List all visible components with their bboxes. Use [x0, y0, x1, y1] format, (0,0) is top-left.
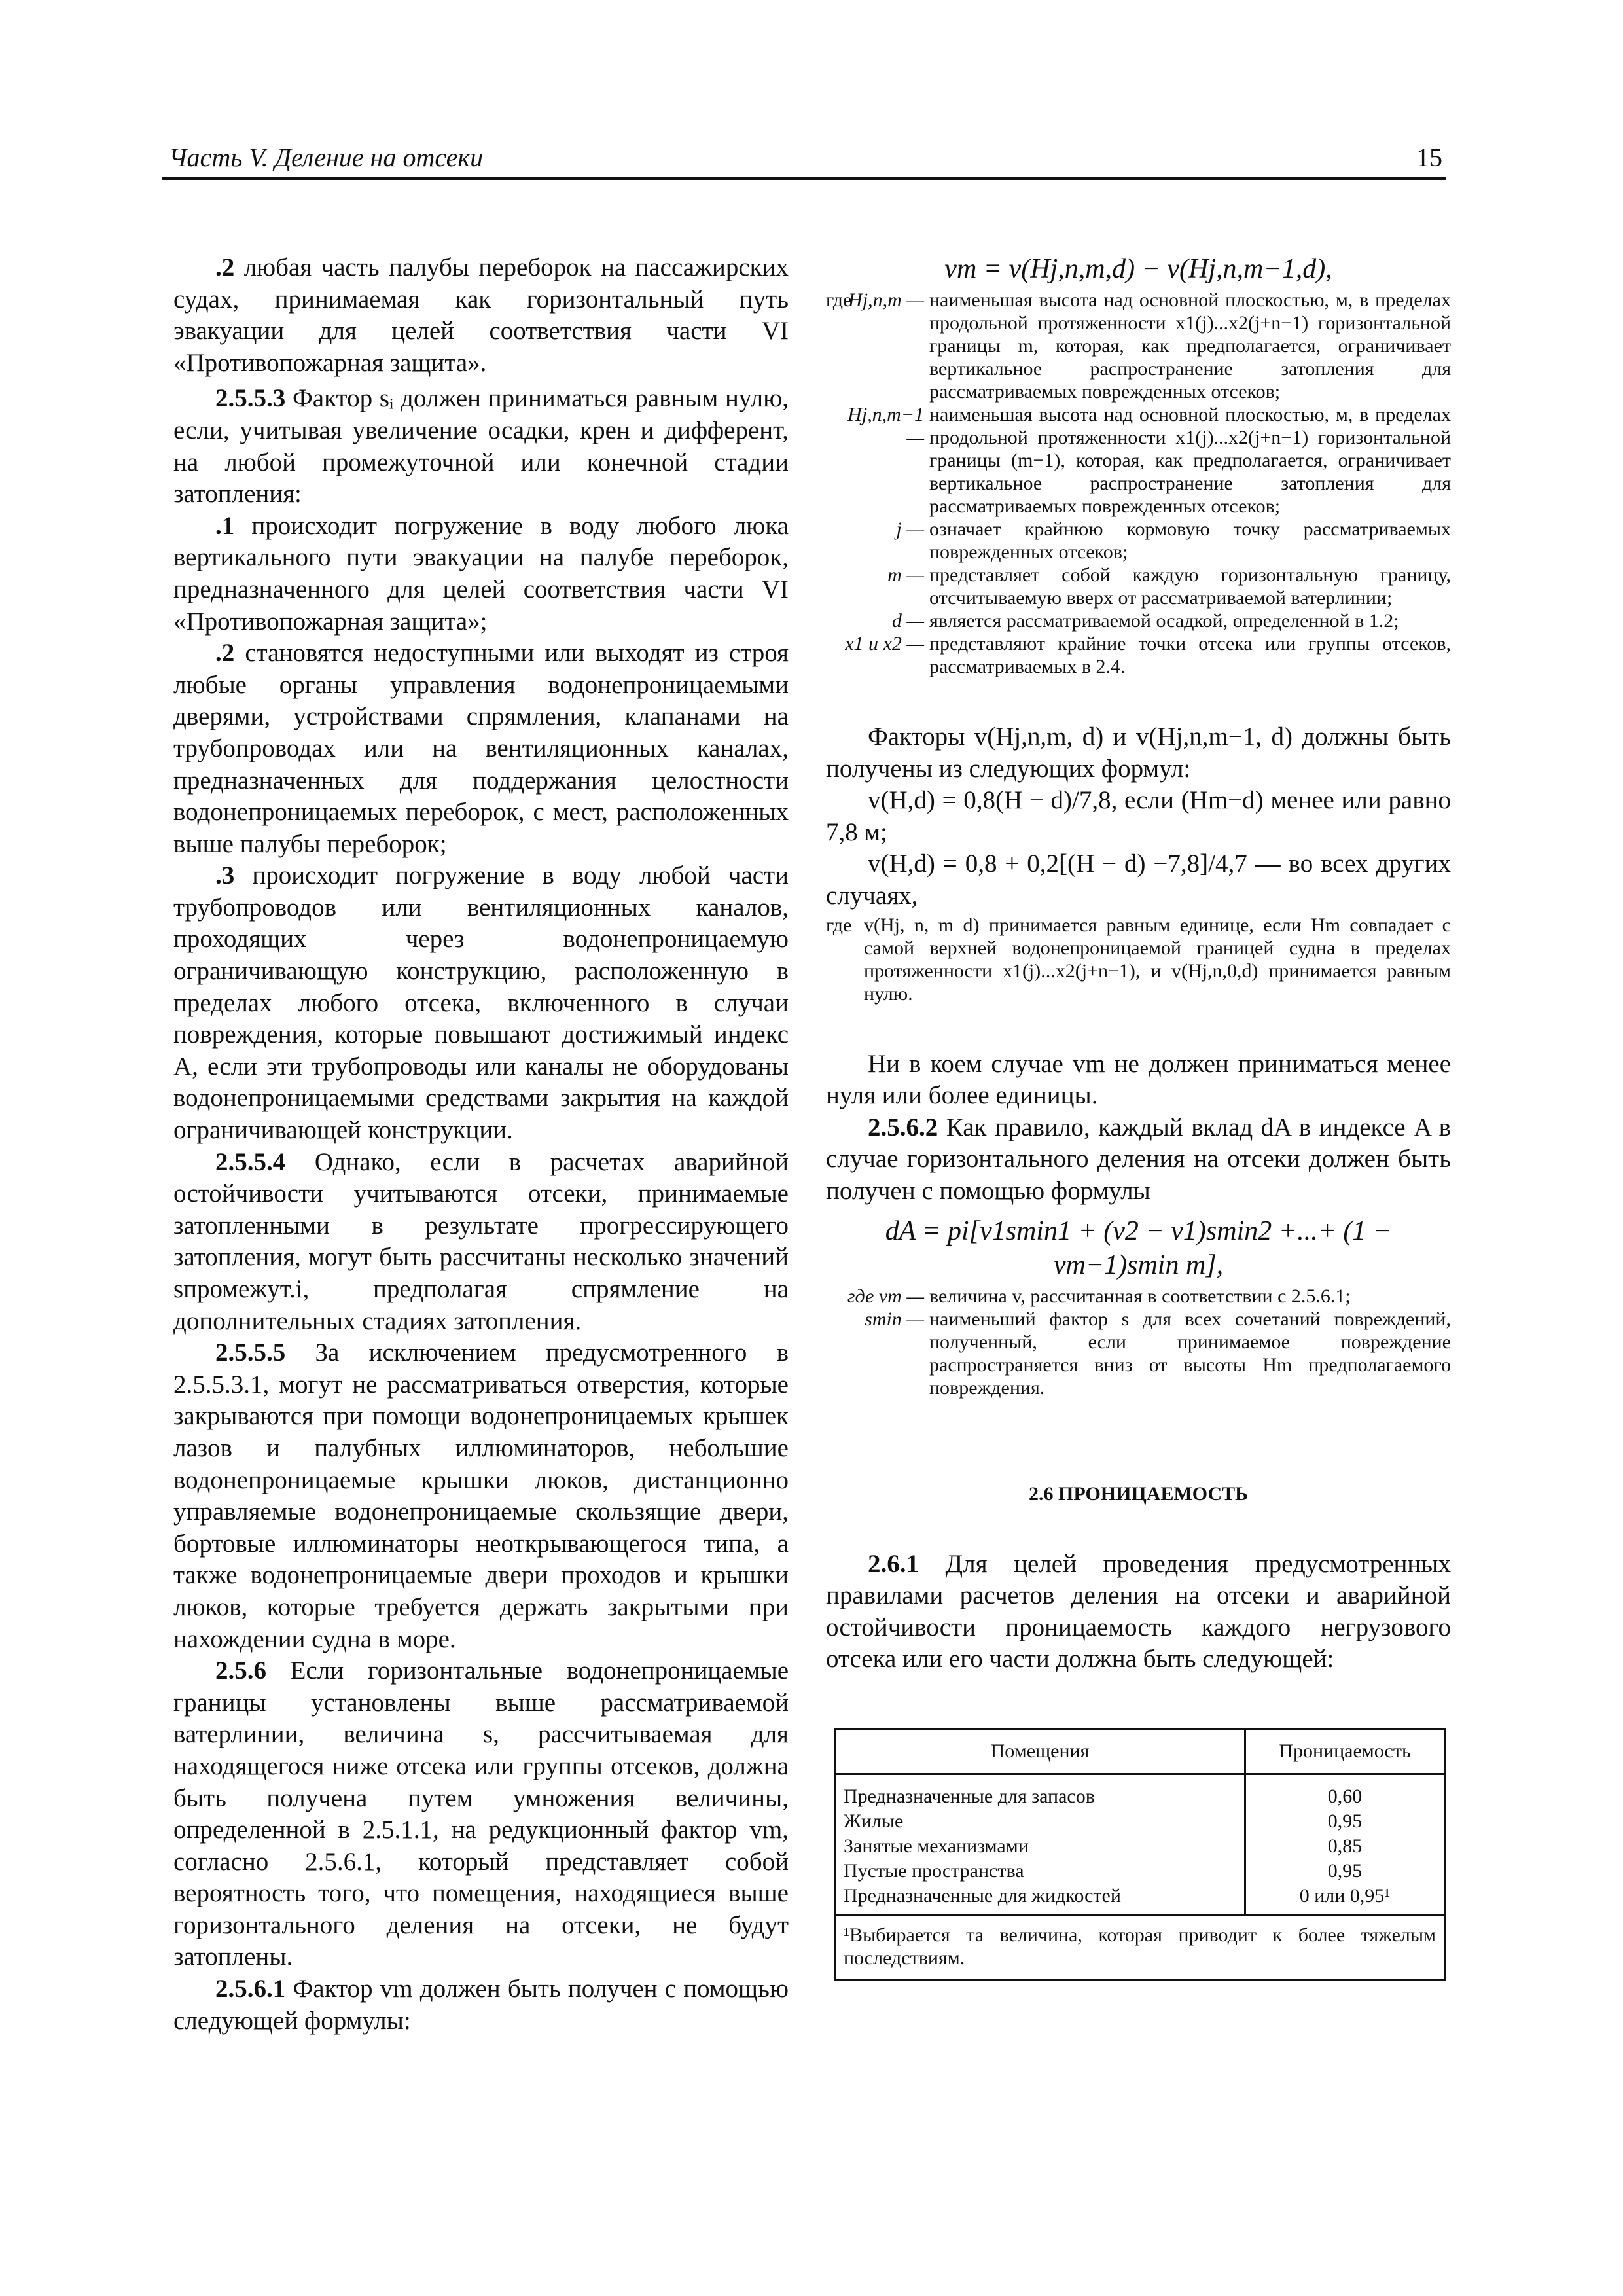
table-row-space: Предназначенные для жидкостей — [844, 1884, 1121, 1907]
definition-text: наименьшая высота над основной плоскостью, м, в пределах продольной протяженности x1(j)...x2(j+n−1) горизонтальной границы (m−1), которая, как предполагается, ограничивает вертикальное распространение затопления для рассматриваемых поврежденных отсеков; — [929, 404, 1451, 517]
definition-symbol: d — — [891, 610, 924, 632]
formula-line: v(H,d) = 0,8(H − d)/7,8, если (Hm−d) менее или равно 7,8 м; — [826, 786, 1451, 846]
table-row-value: 0 или 0,95¹ — [1299, 1884, 1391, 1907]
paragraph: .1 происходит погружение в воду любого люка вертикального пути эвакуации на палубе переборок, предназначенного для целей соответствия части VI «Противопожарная защита»; — [173, 511, 789, 636]
page-header — [162, 140, 1446, 180]
permeability-table — [834, 1728, 1446, 1981]
formula-vm: vm = v(Hj,n,m,d) − v(Hj,n,m−1,d), — [944, 254, 1332, 284]
definitions-list-2 — [826, 1285, 1451, 1399]
paragraph: 2.5.6.2 Как правило, каждый вклад dA в индексе A в случае горизонтального деления на отсеки должен быть получен с помощью формулы — [826, 1113, 1451, 1205]
definition-item — [826, 564, 1451, 609]
table-cell-spaces — [835, 1774, 1245, 1914]
paragraph: Ни в коем случае vm не должен приниматься менее нуля или более единицы. — [826, 1049, 1451, 1110]
definition-item — [826, 632, 1451, 678]
table-footnote: ¹Выбирается та величина, которая приводит к более тяжелым последствиям. — [835, 1914, 1445, 1979]
formula-line: v(H,d) = 0,8 + 0,2[(H − d) −7,8]/4,7 — во всех других случаях, — [826, 850, 1451, 910]
definition-text: наименьший фактор s для всех сочетаний повреждений, полученный, если принимаемое повреждение распространяется вниз от высоты Hm предполагаемого повреждения. — [929, 1308, 1451, 1399]
definition-symbol: m — — [887, 564, 924, 586]
definition-text: величина v, рассчитанная в соответствии с 2.5.6.1; — [929, 1285, 1351, 1307]
definition-item — [826, 289, 1451, 403]
formula-da: dA = pi[v1smin1 + (v2 − v1)smin2 +...+ (1 − vm−1)smin m], — [885, 1215, 1392, 1280]
paragraph: 2.5.5.4 Однако, если в расчетах аварийной остойчивости учитываются отсеки, принимаемые затопленными в результате прогрессирующего затопления, могут быть рассчитаны несколько значений sпромежут.i, предполагая спрямление на дополнительных стадиях затопления. — [173, 1147, 789, 1335]
right-column — [826, 252, 1451, 1981]
definition-symbol: x1 и x2 — — [845, 633, 924, 655]
table-row-space: Жилые — [844, 1810, 904, 1832]
paragraph: Факторы v(Hj,n,m, d) и v(Hj,n,m−1, d) должны быть получены из следующих формул: — [826, 723, 1451, 783]
table-row-value: 0,95 — [1327, 1859, 1363, 1882]
table-header: Проницаемость — [1245, 1729, 1445, 1774]
table-row-space: Предназначенные для запасов — [844, 1785, 1095, 1807]
definition-symbol: Hj,n,m−1 — — [847, 404, 924, 448]
table-row-value: 0,60 — [1327, 1785, 1363, 1807]
table-row-value: 0,95 — [1327, 1810, 1363, 1832]
left-column — [173, 252, 789, 2037]
table-header: Помещения — [835, 1729, 1245, 1774]
table-row-space: Занятые механизмами — [844, 1835, 1029, 1857]
definition-text: является рассматриваемой осадкой, определенной в 1.2; — [929, 610, 1399, 632]
where-label: где — [826, 289, 852, 311]
definition-text: наименьшая высота над основной плоскостью, м, в пределах продольной протяженности x1(j)...x2(j+n−1) горизонтальной границы m, которая, как предполагается, ограничивает вертикальное распространение затопления для рассматриваемых поврежденных отсеков; — [929, 289, 1451, 403]
paragraph: 2.5.5.3 Фактор sᵢ должен приниматься равным нулю, если, учитывая увеличение осадки, крен и дифферент, на любой промежуточной или конечной стадии затопления: — [173, 384, 789, 509]
page-number: 15 — [1416, 143, 1442, 172]
paragraph: 2.5.6.1 Фактор vm должен быть получен с помощью следующей формулы: — [173, 1975, 789, 2035]
definition-item — [826, 1308, 1451, 1399]
section-title: Часть V. Деление на отсеки — [169, 143, 484, 172]
definition-item — [826, 609, 1451, 632]
table-cell-values — [1245, 1774, 1445, 1914]
definition-text: представляют крайние точки отсека или группы отсеков, рассматриваемых в 2.4. — [929, 633, 1451, 677]
table-row-space: Пустые пространства — [844, 1859, 1024, 1882]
definition-symbol: где vm — — [847, 1285, 924, 1307]
definition-item — [826, 403, 1451, 518]
definition-text: представляет собой каждую горизонтальную границу, отсчитываемую вверх от рассматриваемой ватерлинии; — [929, 564, 1451, 609]
paragraph: .3 происходит погружение в воду любой части трубопроводов или вентиляционных каналов, проходящих через водонепроницаемую ограничивающую конструкцию, расположенную в пределах любого отсека, включенного в случаи повреждения, которые повышают достижимый индекс A, если эти трубопроводы или каналы не оборудованы водонепроницаемыми средствами закрытия на каждой ограничивающей конструкции. — [173, 861, 789, 1145]
definition-text: означает крайнюю кормовую точку рассматриваемых поврежденных отсеков; — [929, 518, 1451, 563]
paragraph: 2.5.5.5 За исключением предусмотренного в 2.5.5.3.1, могут не рассматриваться отверстия, которые закрываются при помощи водонепроницаемых крышек лазов и палубных иллюминаторов, небольшие водонепроницаемые крышки люков, дистанционно управляемые водонепроницаемые скользящие двери, бортовые иллюминаторы неоткрывающегося типа, а также водонепроницаемые двери проходов и крышки люков, которые требуется держать закрытыми при нахождении судна в море. — [173, 1338, 789, 1653]
definition-symbol: smin — — [865, 1308, 924, 1330]
paragraph: 2.5.6 Если горизонтальные водонепроницаемые границы установлены выше рассматриваемой ватерлинии, величина s, рассчитываемая для находящегося ниже отсека или группы отсеков, должна быть получена путем умножения величины, определенной в 2.5.1.1, на редукционный фактор vm, согласно 2.5.6.1, который представляет собой вероятность того, что помещения, находящиеся выше горизонтального деления на отсеки, не будут затоплены. — [173, 1657, 789, 1971]
note: где v(Hj, n, m d) принимается равным единице, если Hm совпадает с самой верхней водонепроницаемой границей судна в пределах протяженности x1(j)...x2(j+n−1), и v(Hj,n,0,d) принимается равным нулю. — [826, 914, 1451, 1005]
paragraph: 2.6.1 Для целей проведения предусмотренных правилами расчетов деления на отсеки и аварийной остойчивости проницаемость каждого негрузового отсека или его части должна быть следующей: — [826, 1549, 1451, 1674]
paragraph: .2 становятся недоступными или выходят из строя любые органы управления водонепроницаемыми дверями, устройствами спрямления, клапанами на трубопроводах или на вентиляционных каналах, предназначенных для поддержания целостности водонепроницаемых переборок, с мест, расположенных выше палубы переборок; — [173, 639, 789, 858]
definition-symbol: Hj,n,m — — [848, 289, 924, 311]
table-row-value: 0,85 — [1327, 1835, 1363, 1857]
definitions-list — [826, 289, 1451, 678]
definition-item — [826, 1285, 1451, 1308]
section-heading: 2.6 ПРОНИЦАЕМОСТЬ — [1028, 1482, 1249, 1505]
definition-item — [826, 518, 1451, 564]
definition-symbol: j — — [896, 518, 924, 540]
paragraph: .2 любая часть палубы переборок на пассажирских судах, принимаемая как горизонтальный путь эвакуации для целей соответствия части VI «Противопожарная защита». — [173, 253, 789, 377]
